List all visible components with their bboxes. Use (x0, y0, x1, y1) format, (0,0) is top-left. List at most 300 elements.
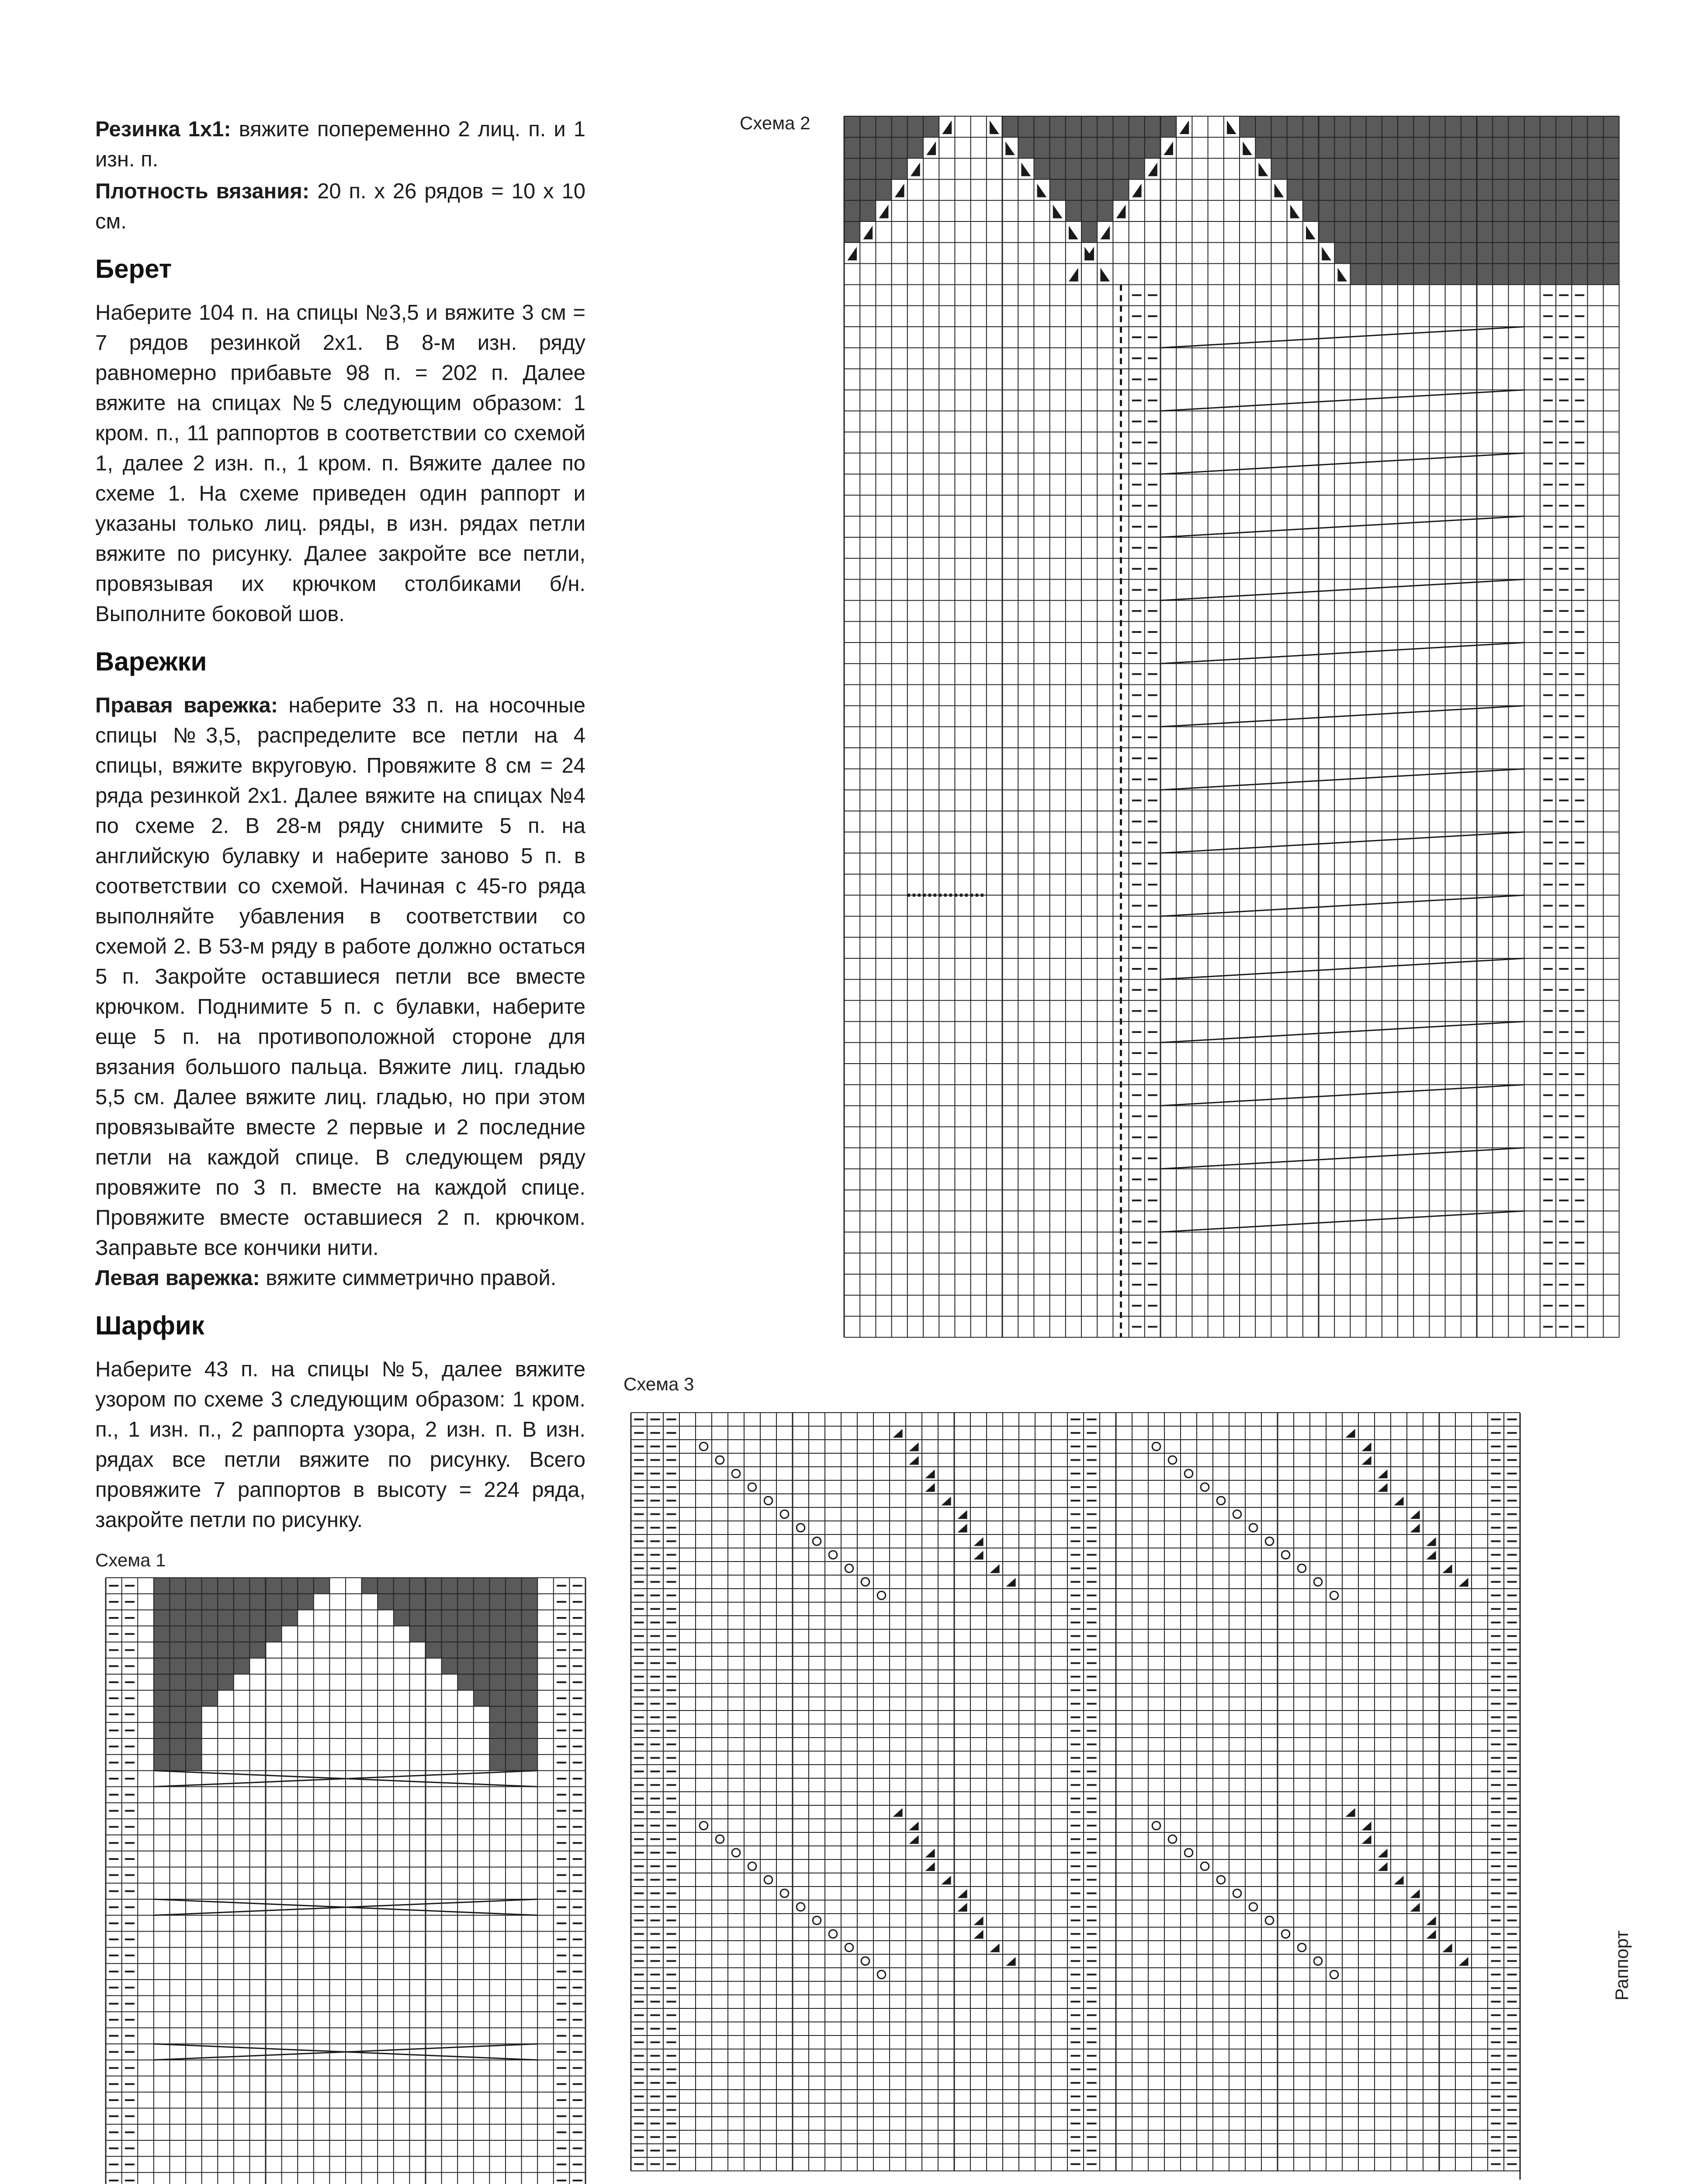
scheme2-dark-cell (1524, 116, 1540, 137)
scheme1-dark-cell (234, 1642, 250, 1658)
scheme3-yarn-over (845, 1943, 853, 1952)
scheme1-dark-cell (442, 1610, 458, 1626)
scheme3-yarn-over (764, 1876, 772, 1884)
scheme2-decrease-mark (1021, 162, 1031, 176)
scheme2-dark-cell (1587, 158, 1603, 179)
scheme2-dark-cell (1508, 137, 1524, 158)
scheme2-dark-cell (1477, 158, 1493, 179)
scheme2-dark-cell (1081, 137, 1097, 158)
scheme3-yarn-over (1314, 1578, 1322, 1586)
scheme2-dark-cell (1524, 158, 1540, 179)
scarf-paragraph: Наберите 43 п. на спицы №5, далее вяжите узором по схеме 3 следующим образом: 1 кром. п., 1 изн. п., 2 раппорта узора, 2 изн. п. В изн. рядах все петли вяжите по рисунку. Всего провяжите 7 раппортов в высоту = 224 ряда, закройте петли по рисунку. (95, 1358, 585, 1532)
scheme2-dark-cell (1604, 200, 1619, 221)
scheme2-dark-cell (1366, 116, 1382, 137)
scheme2-decrease-mark (1100, 268, 1110, 281)
scheme3-yarn-over (1233, 1889, 1241, 1897)
scheme2-dark-cell (876, 137, 891, 158)
scheme2-dark-cell (1556, 137, 1572, 158)
scheme3-yarn-over (1265, 1537, 1274, 1545)
scheme1-dark-cell (489, 1594, 506, 1610)
scheme2-cable-line (1160, 769, 1524, 790)
gauge-paragraph (95, 176, 585, 237)
scheme2-dark-cell (1556, 242, 1572, 263)
scheme2-dark-cell (1572, 116, 1587, 137)
scheme2-dark-cell (1066, 180, 1081, 200)
scheme1-dark-cell (154, 1594, 170, 1610)
scheme1-dark-cell (409, 1610, 426, 1626)
scheme1-dark-cell (522, 1755, 538, 1771)
scheme1-dark-cell (170, 1674, 186, 1690)
scheme2-dark-cell (1334, 221, 1350, 242)
scheme2-dark-cell (1477, 116, 1493, 137)
scheme2-decrease-mark (1258, 162, 1268, 176)
scheme2-dark-cell (1587, 221, 1603, 242)
scheme2-dark-cell (1477, 137, 1493, 158)
scheme1-dark-cell (266, 1610, 282, 1626)
rib-paragraph (95, 114, 585, 175)
scheme1-dark-cell (154, 1755, 170, 1771)
scheme3-rapport-vertical-label: Раппорт (1611, 1930, 1632, 2001)
scheme2-dark-cell (1524, 221, 1540, 242)
scheme1-dark-cell (266, 1594, 282, 1610)
left-mitten-text: вяжите симметрично правой. (266, 1266, 557, 1290)
scheme3-decrease-mark (1361, 1821, 1371, 1830)
scheme2-dark-cell (1572, 242, 1587, 263)
scheme1-dark-cell (282, 1610, 298, 1626)
scheme1-chart (104, 1576, 593, 2184)
scheme1-dark-cell (522, 1706, 538, 1722)
scheme1-dark-cell (266, 1578, 282, 1594)
scheme1-dark-cell (154, 1658, 170, 1674)
scheme2-cable-line (1160, 579, 1524, 600)
scheme1-dark-cell (522, 1658, 538, 1674)
scheme2-dark-cell (1081, 200, 1097, 221)
scheme2-dark-cell (1540, 116, 1556, 137)
scheme1-dark-cell (314, 1578, 330, 1594)
scheme2-dark-cell (1303, 116, 1319, 137)
scheme3-decrease-mark (1410, 1889, 1420, 1898)
scheme2-cable-line (1160, 958, 1524, 979)
scheme2-dark-cell (1050, 180, 1066, 200)
scheme1-dark-cell (489, 1642, 506, 1658)
scheme2-decrease-mark (1053, 204, 1063, 218)
scheme3-yarn-over (813, 1537, 821, 1545)
scheme2-dark-cell (1556, 116, 1572, 137)
scheme1-dark-cell (154, 1706, 170, 1722)
scheme1-dark-cell (506, 1610, 522, 1626)
scheme2-decrease-mark (1069, 268, 1078, 281)
scheme1-caption: Схема 1 (95, 1550, 166, 1570)
scheme2-dark-cell (1413, 221, 1429, 242)
scheme2-dark-cell (1604, 242, 1619, 263)
scheme1-dark-cell (234, 1578, 250, 1594)
scheme1-dark-cell (234, 1594, 250, 1610)
scheme2-dark-cell (1129, 116, 1145, 137)
scheme1-dark-cell (186, 1722, 202, 1738)
scheme1-dark-cell (489, 1610, 506, 1626)
scheme3-decrease-mark (925, 1469, 935, 1478)
scheme2-dark-cell (1034, 116, 1049, 137)
scheme2-dark-cell (1271, 137, 1287, 158)
scheme3-decrease-mark (973, 1930, 983, 1939)
scheme1-dark-cell (202, 1658, 218, 1674)
scheme3-yarn-over (700, 1821, 708, 1830)
scheme3-yarn-over (1217, 1876, 1225, 1884)
scheme2-dark-cell (1097, 200, 1113, 221)
scheme2-dark-cell (1429, 180, 1445, 200)
scheme3-yarn-over (829, 1930, 837, 1938)
scheme2-decrease-mark (942, 121, 952, 134)
scheme1-dark-cell (298, 1594, 314, 1610)
scheme2-decrease-mark (1243, 142, 1252, 155)
scheme2-dark-cell (1493, 180, 1508, 200)
scheme2-dark-cell (1413, 158, 1429, 179)
scheme1-dark-cell (202, 1610, 218, 1626)
gauge-title: Плотность вязания: (95, 180, 310, 203)
scheme2-decrease-mark (1164, 142, 1173, 155)
scheme3-decrease-mark (1345, 1429, 1355, 1438)
scheme2-dark-cell (1366, 221, 1382, 242)
scheme3-yarn-over (1201, 1862, 1209, 1870)
scheme1-dark-cell (489, 1690, 506, 1707)
scheme2-dark-cell (1429, 158, 1445, 179)
scheme1-dark-cell (442, 1658, 458, 1674)
scheme3-decrease-mark (893, 1808, 902, 1817)
scheme2-dark-cell (1477, 180, 1493, 200)
scheme1-dark-cell (474, 1626, 490, 1642)
scheme1-dark-cell (474, 1690, 490, 1707)
scheme1-dark-cell (522, 1626, 538, 1642)
scheme3-decrease-mark (909, 1835, 918, 1844)
scheme2-dark-cell (1508, 180, 1524, 200)
scheme2-dark-cell (1018, 137, 1034, 158)
scheme2-caption: Схема 2 (740, 113, 810, 133)
scheme3-grid (629, 1411, 1628, 2184)
scheme3-decrease-mark (973, 1551, 983, 1559)
scheme3-yarn-over (797, 1524, 805, 1532)
beret-heading: Берет (95, 254, 172, 283)
scheme2-dark-cell (1382, 158, 1398, 179)
scheme1-dark-cell (282, 1578, 298, 1594)
scheme3-decrease-mark (1394, 1496, 1403, 1505)
article-text-column (95, 114, 585, 1535)
scheme1-dark-cell (249, 1578, 266, 1594)
scheme2-dark-cell (1334, 180, 1350, 200)
scheme2-dark-cell (1350, 137, 1366, 158)
gauge-text: 20 п. x 26 рядов = 10 x 10 см. (95, 180, 585, 233)
scheme2-dark-cell (1556, 158, 1572, 179)
scheme3-decrease-mark (957, 1903, 967, 1911)
scheme2-dark-cell (1066, 200, 1081, 221)
scheme3-decrease-mark (1361, 1456, 1371, 1465)
scheme2-dark-cell (1461, 180, 1477, 200)
scheme2-dark-cell (1461, 116, 1477, 137)
scheme2-dark-cell (876, 158, 891, 179)
scheme1-dark-cell (506, 1706, 522, 1722)
scheme2-dark-cell (907, 116, 923, 137)
scheme3-caption: Схема 3 (623, 1374, 694, 1394)
scheme2-dark-cell (1556, 263, 1572, 284)
scheme1-dark-cell (154, 1610, 170, 1626)
scheme3-yarn-over (716, 1456, 724, 1464)
scheme1-dark-cell (489, 1674, 506, 1690)
scheme2-dark-cell (1572, 158, 1587, 179)
scheme2-dark-cell (1572, 200, 1587, 221)
scheme1-dark-cell (218, 1658, 234, 1674)
scheme2-decrease-mark (1116, 204, 1126, 218)
scheme3-decrease-mark (1442, 1564, 1452, 1573)
scheme2-dark-cell (1604, 137, 1619, 158)
scheme1-dark-cell (426, 1626, 442, 1642)
scheme1-dark-cell (154, 1738, 170, 1755)
scheme1-dark-cell (394, 1594, 410, 1610)
scheme1-dark-cell (457, 1658, 474, 1674)
scheme1-grid (104, 1576, 593, 2184)
scheme3-yarn-over (861, 1957, 869, 1965)
scheme3-yarn-over (813, 1916, 821, 1925)
scheme3-decrease-mark (909, 1821, 918, 1830)
scheme3-decrease-mark (1410, 1524, 1420, 1532)
scheme3-yarn-over (1298, 1564, 1306, 1572)
scheme3-decrease-mark (925, 1849, 935, 1857)
scheme2-dark-cell (1604, 263, 1619, 284)
scheme2-dark-cell (1604, 221, 1619, 242)
scheme1-dark-cell (170, 1610, 186, 1626)
scheme2-dark-cell (1429, 221, 1445, 242)
scheme2-dark-cell (1445, 242, 1461, 263)
scheme2-dark-cell (1461, 137, 1477, 158)
scheme1-dark-cell (186, 1674, 202, 1690)
scheme2-dark-cell (1493, 137, 1508, 158)
scheme2-dark-cell (1066, 158, 1081, 179)
scheme2-dark-cell (1398, 221, 1413, 242)
scheme3-yarn-over (748, 1483, 756, 1491)
scheme2-dark-cell (1287, 180, 1303, 200)
scheme3-yarn-over (700, 1442, 708, 1451)
scheme2-dark-cell (1587, 200, 1603, 221)
scheme2-dark-cell (1508, 158, 1524, 179)
scheme1-dark-cell (394, 1578, 410, 1594)
scheme2-dark-cell (1334, 137, 1350, 158)
scheme1-dark-cell (489, 1706, 506, 1722)
scheme2-decrease-mark (1179, 121, 1189, 134)
scheme2-dark-cell (1334, 158, 1350, 179)
scheme1-dark-cell (489, 1578, 506, 1594)
scheme3-yarn-over (780, 1889, 789, 1897)
scheme1-dark-cell (474, 1642, 490, 1658)
scheme2-dark-cell (1129, 137, 1145, 158)
scheme2-dark-cell (844, 116, 860, 137)
scheme2-dark-cell (1366, 242, 1382, 263)
scheme1-dark-cell (154, 1722, 170, 1738)
scheme1-dark-cell (186, 1690, 202, 1707)
scheme2-dark-cell (1382, 242, 1398, 263)
scheme1-dark-cell (506, 1755, 522, 1771)
scheme2-dark-cell (1587, 242, 1603, 263)
scheme1-dark-cell (170, 1706, 186, 1722)
scheme1-dark-cell (202, 1594, 218, 1610)
scheme1-dark-cell (170, 1658, 186, 1674)
scheme1-dark-cell (474, 1674, 490, 1690)
right-mitten-title: Правая варежка: (95, 694, 278, 717)
scheme3-yarn-over (1298, 1943, 1306, 1952)
scheme2-dark-cell (892, 137, 907, 158)
scheme3-decrease-mark (925, 1483, 935, 1492)
scheme2-grid (842, 114, 1624, 1351)
scheme3-decrease-mark (973, 1537, 983, 1546)
scheme2-dark-cell (1524, 137, 1540, 158)
scheme2-dark-cell (1477, 242, 1493, 263)
scheme2-dark-cell (1398, 158, 1413, 179)
scheme2-dark-cell (1350, 200, 1366, 221)
scheme1-dark-cell (154, 1578, 170, 1594)
scheme2-dark-cell (1002, 116, 1018, 137)
scheme3-decrease-mark (990, 1943, 999, 1952)
scheme2-cable-line (1160, 390, 1524, 411)
scheme2-dark-cell (1366, 137, 1382, 158)
scheme1-dark-cell (457, 1578, 474, 1594)
scheme2-dark-cell (1429, 116, 1445, 137)
scheme2-dark-cell (1524, 263, 1540, 284)
scheme2-cable-line (1160, 1022, 1524, 1043)
rib-title: Резинка 1x1: (95, 117, 231, 141)
scheme3-yarn-over (1265, 1916, 1274, 1925)
scheme2-dark-cell (1413, 116, 1429, 137)
scheme1-dark-cell (170, 1642, 186, 1658)
scheme2-dark-cell (1398, 116, 1413, 137)
scheme2-dark-cell (1160, 116, 1176, 137)
scheme2-dark-cell (1081, 116, 1097, 137)
scheme3-decrease-mark (1006, 1578, 1015, 1586)
scheme3-yarn-over (716, 1835, 724, 1843)
scheme2-dark-cell (1413, 242, 1429, 263)
scheme2-decrease-mark (1337, 268, 1347, 281)
scheme2-decrease-mark (1306, 226, 1316, 239)
scheme3-decrease-mark (1006, 1957, 1015, 1966)
scheme1-dark-cell (409, 1626, 426, 1642)
scheme2-gridlines (844, 116, 1619, 1337)
scheme1-dark-cell (457, 1610, 474, 1626)
rib-text: вяжите попеременно 2 лиц. п. и 1 изн. п. (95, 117, 585, 171)
scheme2-dark-cell (1604, 116, 1619, 137)
scheme2-dark-cell (1382, 116, 1398, 137)
scheme2-dark-cell (1303, 200, 1319, 221)
scheme2-dark-cell (1445, 221, 1461, 242)
scheme2-dark-cell (1508, 263, 1524, 284)
scheme2-decrease-mark (1069, 226, 1078, 239)
scheme2-decrease-mark (1275, 183, 1284, 197)
scheme2-dark-cell (907, 137, 923, 158)
scheme2-dark-cell (892, 158, 907, 179)
scheme2-dark-cell (1287, 116, 1303, 137)
scheme2-dark-cell (1587, 180, 1603, 200)
scheme1-dark-cell (409, 1578, 426, 1594)
scheme1-dark-cell (426, 1610, 442, 1626)
scheme2-dark-cell (1604, 158, 1619, 179)
scheme2-dark-cell (1604, 180, 1619, 200)
scheme2-dark-cell (1556, 200, 1572, 221)
scheme3-decrease-mark (957, 1510, 967, 1519)
scheme1-dark-cell (442, 1594, 458, 1610)
scheme2-dark-cell (876, 116, 891, 137)
scheme3-yarn-over (748, 1862, 756, 1870)
scheme3-yarn-over (1168, 1835, 1177, 1843)
scheme1-dark-cell (522, 1578, 538, 1594)
scheme2-dark-cell (1350, 158, 1366, 179)
scheme2-dark-cell (1366, 158, 1382, 179)
scheme2-dark-cell (1508, 242, 1524, 263)
scheme1-dark-cell (234, 1658, 250, 1674)
beret-paragraph: Наберите 104 п. на спицы №3,5 и вяжите 3 см = 7 рядов резинкой 2x1. В 8-м изн. ряду равномерно прибавьте 98 п. = 202 п. Далее вяжите на спицах №5 следующим образом: 1 кром. п., 11 раппортов в соответствии со схемой 1, далее 2 изн. п., 1 кром. п. Вяжите далее по схеме 1. На схеме приведен один раппорт и указаны только лиц. ряды, в изн. рядах петли вяжите по рисунку. Далее закройте все петли, провязывая их крючком столбиками б/н. Выполните боковой шов. (95, 301, 585, 626)
scheme2-dark-cell (1413, 137, 1429, 158)
scheme3-yarn-over (877, 1591, 886, 1600)
scheme2-cable-line (1160, 327, 1524, 348)
scheme2-dark-cell (1493, 242, 1508, 263)
scheme2-dark-cell (1493, 263, 1508, 284)
scheme2-dark-cell (1587, 116, 1603, 137)
scheme2-dark-cell (844, 158, 860, 179)
scheme1-dark-cell (234, 1610, 250, 1626)
scheme2-dark-cell (1461, 221, 1477, 242)
scheme2-dark-cell (1508, 116, 1524, 137)
scheme1-dark-cell (218, 1642, 234, 1658)
scheme3-yarn-over (764, 1496, 772, 1505)
scheme1-dark-cell (474, 1578, 490, 1594)
scheme3-yarn-over (1152, 1821, 1160, 1830)
scheme2-dark-cell (1587, 263, 1603, 284)
scheme3-yarn-over (1168, 1456, 1177, 1464)
scheme2-dark-cell (1540, 158, 1556, 179)
scheme3-decrease-mark (1378, 1469, 1387, 1478)
scheme2-dark-cell (860, 200, 876, 221)
scheme3-decrease-mark (1394, 1876, 1403, 1884)
scheme1-dark-cell (186, 1738, 202, 1755)
scheme2-dark-cell (1081, 158, 1097, 179)
scheme2-dark-cell (1413, 200, 1429, 221)
scheme3-yarn-over (829, 1551, 837, 1559)
scheme2-cable-line (1160, 1211, 1524, 1232)
scheme2-decrease-mark (1227, 121, 1236, 134)
scheme2-dark-cell (1113, 158, 1129, 179)
scheme1-dark-cell (154, 1642, 170, 1658)
scheme2-dark-cell (1429, 263, 1445, 284)
scheme2-dark-cell (844, 200, 860, 221)
scheme2-dark-cell (860, 137, 876, 158)
scheme3-decrease-mark (893, 1429, 902, 1438)
scheme1-dark-cell (457, 1642, 474, 1658)
scheme2-dark-cell (1350, 180, 1366, 200)
scheme2-dark-cell (1540, 221, 1556, 242)
scheme2-dark-cell (1477, 263, 1493, 284)
scheme2-dark-cell (1303, 158, 1319, 179)
scheme3-decrease-mark (990, 1564, 999, 1573)
scheme1-dark-cell (298, 1578, 314, 1594)
scheme2-dark-cell (1461, 263, 1477, 284)
scheme2-dark-cell (892, 116, 907, 137)
scheme2-dark-cell (1493, 221, 1508, 242)
scheme2-dark-cell (1382, 180, 1398, 200)
scheme2-dark-cell (1572, 180, 1587, 200)
scheme2-dark-cell (1271, 116, 1287, 137)
scheme1-dark-cell (378, 1594, 394, 1610)
scheme2-decrease-mark (1132, 183, 1142, 197)
scheme2-dark-cell (1524, 200, 1540, 221)
scheme1-dark-cell (442, 1626, 458, 1642)
scheme2-dark-cell (1587, 137, 1603, 158)
scheme3-yarn-over (732, 1849, 740, 1857)
scheme1-dark-cell (186, 1706, 202, 1722)
scheme3-decrease-mark (1361, 1835, 1371, 1844)
